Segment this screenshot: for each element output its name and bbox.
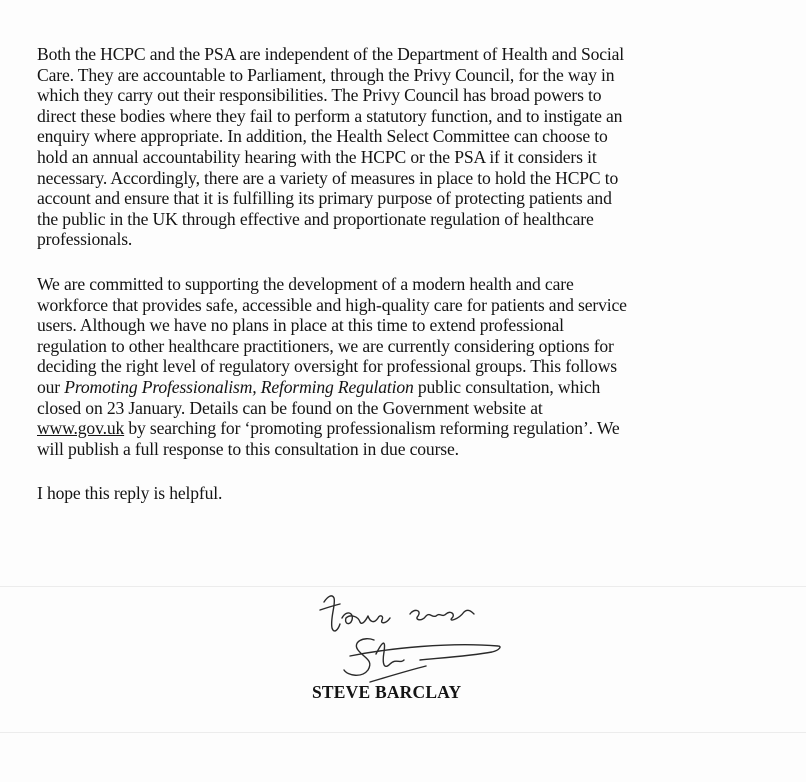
text-line: the public in the UK through effective and proportionate regulation of healthcare xyxy=(37,208,594,229)
text-fragment: our xyxy=(37,376,65,397)
text-line: We are committed to supporting the development of a modern health and care xyxy=(37,273,574,294)
text-line: direct these bodies where they fail to perform a statutory function, and to instigate an xyxy=(37,105,623,126)
text-line: users. Although we have no plans in place at this time to extend professional xyxy=(37,315,564,336)
text-line: workforce that provides safe, accessible and high-quality care for patients and service xyxy=(37,294,627,315)
text-line xyxy=(37,377,777,398)
text-line: Both the HCPC and the PSA are independent of the Department of Health and Social xyxy=(37,44,625,64)
text-line: deciding the right level of regulatory oversight for professional groups. This follows xyxy=(37,356,617,377)
text-line: closed on 23 January. Details can be found on the Government website at xyxy=(37,397,543,418)
consultation-title: Promoting Professionalism, Reforming Regulation xyxy=(64,376,414,397)
text-line: Care. They are accountable to Parliament, through the Privy Council, for the way in xyxy=(37,64,615,85)
handwritten-signature xyxy=(330,630,520,690)
paragraph-regulators xyxy=(37,44,777,250)
gov-uk-link[interactable]: www.gov.uk xyxy=(37,418,125,439)
text-line xyxy=(37,418,777,439)
letter-body xyxy=(37,44,777,528)
text-line: necessary. Accordingly, there are a variety of measures in place to hold the HCPC to xyxy=(37,167,619,188)
text-line: regulation to other healthcare practitioners, we are currently considering options for xyxy=(37,335,614,356)
text-line: professionals. xyxy=(37,229,133,250)
text-line: will publish a full response to this consultation in due course. xyxy=(37,438,459,459)
paragraph-workforce xyxy=(37,274,777,459)
text-line: enquiry where appropriate. In addition, the Health Select Committee can choose to xyxy=(37,126,608,147)
text-fragment: by searching for ‘promoting professionalism reforming regulation’. We xyxy=(124,418,620,439)
closing-line: I hope this reply is helpful. xyxy=(37,483,223,504)
text-fragment: public consultation, which xyxy=(413,376,601,397)
signer-name: STEVE BARCLAY xyxy=(312,682,462,702)
text-line: hold an annual accountability hearing with the HCPC or the PSA if it considers it xyxy=(37,146,597,167)
scan-artifact-line xyxy=(0,732,806,733)
text-line: which they carry out their responsibilities. The Privy Council has broad powers to xyxy=(37,85,602,106)
scan-artifact-line xyxy=(0,586,806,587)
text-line: account and ensure that it is fulfilling its primary purpose of protecting patients and xyxy=(37,188,612,209)
